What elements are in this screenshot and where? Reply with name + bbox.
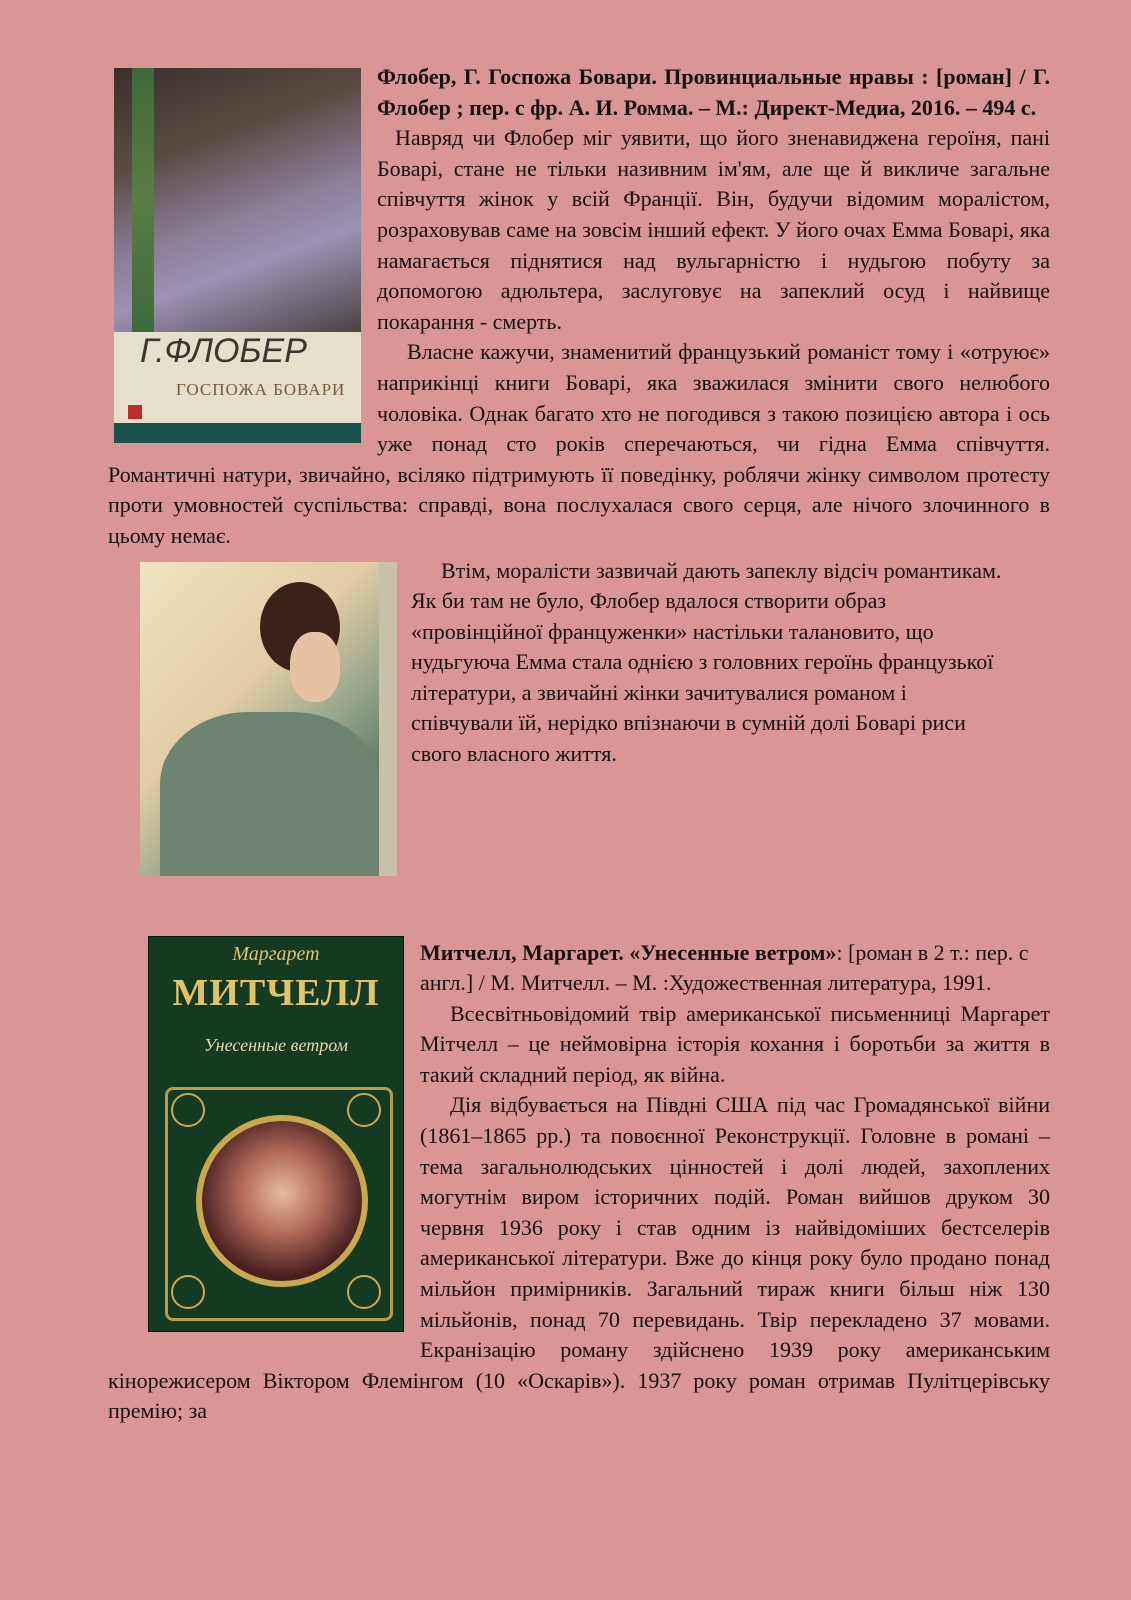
book1-paragraph-1: Навряд чи Флобер міг уявити, що його зненавиджена героїня, пані Боварі, стане не тільки називним ім'ям, але ще й викличе загальне співчуття жінок у всій Франції. Він, будучи відомим моралістом, розраховував саме на зовсім інший ефект. У його очах Емма Боварі, яка намагається піднятися над вульгарністю і нудьгою побуту за допомогою адюльтера, заслуговує на запеклий осуд і найвище покарання - смерть. [377,125,1050,334]
book2-paragraph-1: Всесвітньовідомий твір американської письменниці Маргарет Мітчелл – це неймовірна історія кохання і боротьби за життя в такий складний період, як війна. [420,1000,1050,1087]
cover-band [114,423,361,443]
ornament-icon [171,1093,205,1127]
mitchell-book-cover [148,936,404,1332]
publisher-logo-icon [128,405,142,419]
cover-spine [132,68,154,332]
cover-last-name: МИТЧЕЛЛ [172,971,380,1014]
cover-author: Г.ФЛОБЕР [140,332,307,370]
illustration-window [379,562,397,876]
cover-medallion [196,1115,368,1287]
book2-paragraph-2: Дія відбувається на Півдні США під час Громадянської війни (1861–1865 рр.) та повоєнної Реконструкції. Головне в романі – тема загальнолюдських цінностей і долі людей, захоплених могутнім виром історичних подій. Роман вийшов друком 30 червня 1936 року і став одним із найвідоміших бестселерів американської літератури. Вже до кінця року було продано понад мільйон примірників. Загальний тираж книги більш ніж 130 мільйонів, понад 70 перевидань. Твір перекладено 37 мовами. Екранізацію роману здійснено 1939 року американським кінорежисером Віктором Флемінгом (10 «Оскарів»). 1937 року роман отримав Пулітцерівську премію; за [108,1092,1050,1424]
book2-citation-details: : [роман в 2 т.: пер. с англ.] / М. Митчелл. – М. :Художественная литература, 1991. [420,939,1029,996]
cover-title: ГОСПОЖА БОВАРИ [176,380,346,399]
page [108,62,1050,1427]
flaubert-book-cover [114,68,361,443]
book1-citation: Флобер, Г. Госпожа Бовари. Провинциальные нравы : [роман] / Г. Флобер ; пер. с фр. А. И. Ромма. – М.: Директ-Медиа, 2016. – 494 с. [377,64,1050,120]
illustration-dress [160,712,380,876]
ornament-icon [347,1275,381,1309]
illustration-face [290,632,340,702]
ornament-icon [171,1275,205,1309]
ornament-icon [347,1093,381,1127]
emma-illustration [140,562,397,876]
cover-first-name: Маргарет [232,942,320,965]
book2-citation-title: Митчелл, Маргарет. «Унесенные ветром» [420,939,837,965]
book1-paragraph-2: Власне кажучи, знаменитий французький романіст тому і «отруює» наприкінці книги Боварі, яка зважилася змінити свого нелюбого чоловіка. Однак багато хто не погодився з такою позицією автора і ось уже понад сто років сперечаються, чи гідна Емма співчуття. Романтичні натури, звичайно, всіляко підтримують її поведінку, роблячи жінку символом протесту проти умовностей суспільства: справді, вона послухалася свого серця, але нічого злочинного в цьому немає. [108,339,1050,548]
cover-title: Унесенные ветром [204,1034,348,1055]
book1-paragraph-3: Втім, моралісти зазвичай дають запеклу відсіч романтикам. Як би там не було, Флобер вдалося створити образ «провінційної француженки» настільки талановито, що нудьгуюча Емма стала однією з головних героїнь французької літератури, а звичайні жінки зачитувалися романом і співчували їй, нерідко впізнаючи в сумній долі Боварі риси свого власного життя. [411,557,1002,767]
